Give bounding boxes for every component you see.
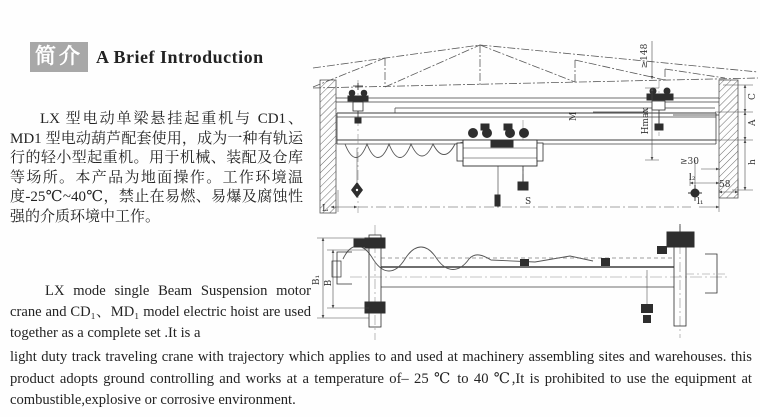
- crane-technical-drawing: [295, 28, 760, 348]
- dim-label-A: A: [748, 119, 758, 126]
- dim-label-min30: ≥30: [680, 157, 699, 167]
- dim-label-b: B: [324, 279, 334, 287]
- dim-label-58: 58: [719, 180, 731, 190]
- dim-label-l2: l₂: [689, 173, 696, 183]
- dim-label-l1: l₁: [697, 197, 704, 207]
- dim-label-b1: B₁: [312, 274, 322, 286]
- section-badge: 简介: [30, 42, 88, 72]
- right-end-trolley: [647, 88, 719, 130]
- dim-label-L: L: [322, 204, 328, 214]
- pendant-controller-left: [351, 148, 363, 198]
- dim-label-C: C: [748, 93, 758, 100]
- plan-fittings: [520, 246, 667, 323]
- dim-label-S: S: [525, 197, 532, 207]
- left-wall-hatch: [320, 80, 336, 213]
- section-header: [30, 42, 264, 72]
- paragraph-chinese: LX 型电动单梁悬挂起重机与 CD1、MD1 型电动葫芦配套使用，成为一种有轨运行的轻小型起重机。用于机械、装配及仓库等场所。本产品为地面操作。工作环境温度-25℃~40℃，禁止在易燃、易爆及腐蚀性强的介质环境中工作。: [10, 111, 303, 225]
- plan-beam-lines: [350, 258, 730, 287]
- dim-label-truss-clearance: ≥148: [640, 43, 650, 69]
- paragraph-english-intro: LX mode single Beam Suspension motor crane and CD₁、MD₁ model electric hoist are used together as a complete set .It is a: [10, 283, 311, 341]
- dimension-lines-upper: [331, 41, 753, 212]
- plan-left-end-carriage: [332, 225, 385, 340]
- roof-truss: [313, 45, 758, 88]
- plan-right-end-carriage: [667, 224, 725, 338]
- dim-label-rail-mark: M: [569, 111, 579, 121]
- dim-label-hmax: Hmax: [641, 107, 651, 135]
- electric-hoist: [457, 124, 543, 206]
- dim-label-h: h: [748, 159, 758, 165]
- paragraph-english-continuation: light duty track traveling crane with trajectory which applies to and used at machinery assembling sites and warehouses. this product adopts ground controlling and works at a temperature of– 25 ℃ to 40 ℃,It is prohibited to use the equipment at combustible,explosive or corrosive environment.: [10, 349, 752, 409]
- page-title: A Brief Introduction: [96, 46, 264, 67]
- dimension-lines-lower: [317, 238, 369, 318]
